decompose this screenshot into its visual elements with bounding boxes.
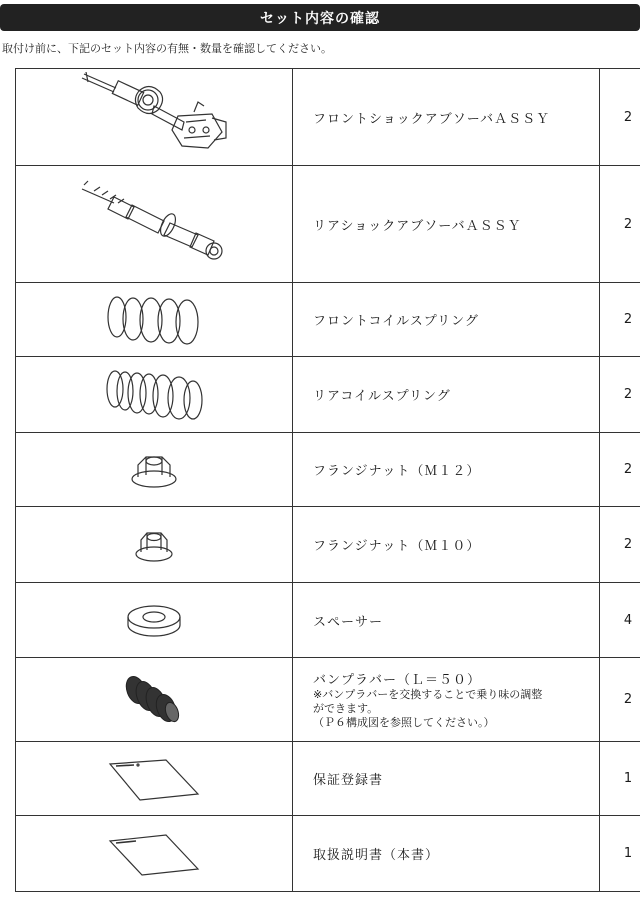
table-row xyxy=(16,166,640,283)
item-quantity: 1 xyxy=(600,742,640,816)
rear-coil-spring-icon xyxy=(99,365,209,425)
item-name: フランジナット（Ｍ１２） xyxy=(293,433,600,507)
item-name: スペーサー xyxy=(293,583,600,658)
table-row xyxy=(16,357,640,433)
item-quantity: 4 xyxy=(600,583,640,658)
item-note-line: ※バンプラバーを交換することで乗り味の調整 xyxy=(313,688,543,701)
front-coil-spring-icon xyxy=(99,291,209,349)
item-name: バンプラバー（Ｌ＝５０） xyxy=(313,673,482,688)
table-row xyxy=(16,283,640,357)
table-row xyxy=(16,69,640,166)
item-note-line: ができます。 xyxy=(313,702,379,715)
table-row xyxy=(16,658,640,742)
item-name: リアコイルスプリング xyxy=(293,357,600,433)
item-quantity: 2 xyxy=(600,433,640,507)
bump-rubber-icon xyxy=(114,668,194,732)
item-quantity: 2 xyxy=(600,283,640,357)
section-title: セット内容の確認 xyxy=(260,10,380,27)
item-quantity: 2 xyxy=(600,357,640,433)
item-name: フロントショックアブソーバＡＳＳＹ xyxy=(293,69,600,166)
spacer-icon xyxy=(119,597,189,643)
section-header xyxy=(0,4,640,31)
instruction-manual-icon xyxy=(104,831,204,877)
item-quantity: 2 xyxy=(600,69,640,166)
item-note-reference: （Ｐ６構成図を参照してください。） xyxy=(313,716,495,729)
table-row xyxy=(16,433,640,507)
table-row xyxy=(16,742,640,816)
table-row xyxy=(16,583,640,658)
flange-nut-m10-icon xyxy=(126,522,182,568)
item-name: リアショックアブソーバＡＳＳＹ xyxy=(293,166,600,283)
item-quantity: 2 xyxy=(600,166,640,283)
item-name: 保証登録書 xyxy=(293,742,600,816)
item-name: フランジナット（Ｍ１０） xyxy=(293,507,600,583)
warranty-card-icon xyxy=(104,756,204,802)
item-name: フロントコイルスプリング xyxy=(293,283,600,357)
item-quantity: 2 xyxy=(600,507,640,583)
front-shock-absorber-icon xyxy=(74,72,234,162)
contents-table xyxy=(15,68,640,892)
item-quantity: 1 xyxy=(600,816,640,892)
intro-text: 取付け前に、下記のセット内容の有無・数量を確認してください。 xyxy=(2,42,332,55)
item-name: 取扱説明書（本書） xyxy=(293,816,600,892)
table-row xyxy=(16,816,640,892)
flange-nut-m12-icon xyxy=(124,445,184,495)
item-quantity: 2 xyxy=(600,658,640,742)
table-row xyxy=(16,507,640,583)
rear-shock-absorber-icon xyxy=(74,179,234,269)
